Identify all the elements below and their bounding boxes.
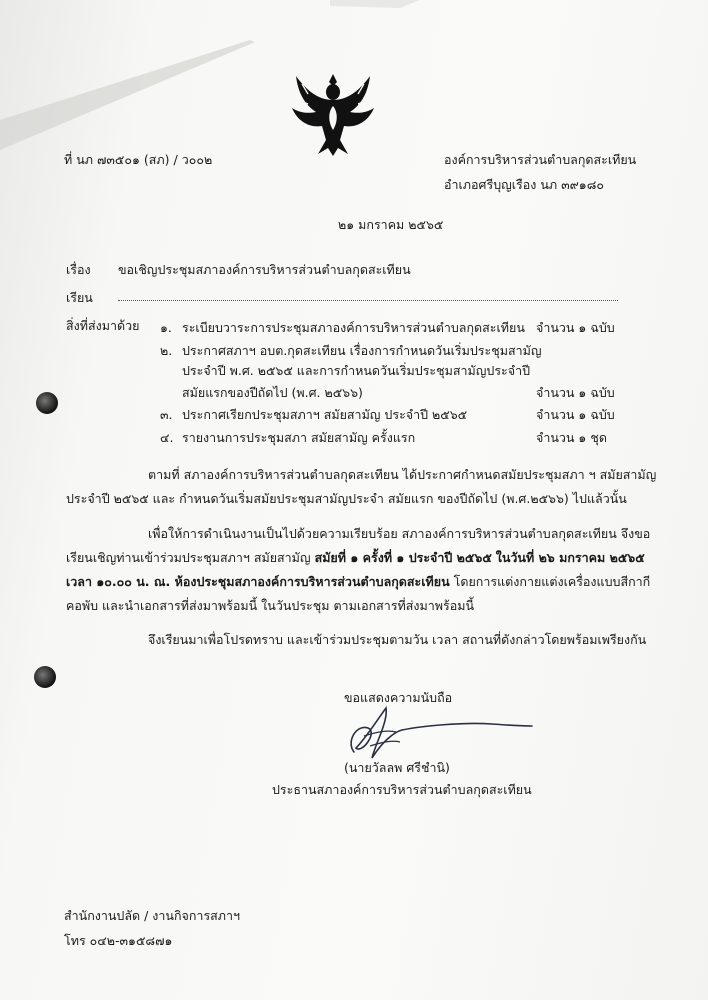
body-paragraph-1-line-2: ประจำปี ๒๕๖๕ และ กำหนดวันเริ่มสมัยประชุมสามัญประจำ สมัยแรก ของปีถัดไป (พ.ศ.๒๕๖๖) ไปแล้วนั้น bbox=[66, 491, 627, 506]
meeting-time-place: เวลา ๑๐.๐๐ น. ณ. ห้องประชุมสภาองค์การบริหารส่วนตำบลกุดสะเทียน bbox=[66, 574, 450, 589]
enclosure-text: สมัยแรกของปีถัดไป (พ.ศ. ๒๕๖๖) bbox=[182, 385, 363, 400]
enclosure-quantity: จำนวน ๑ ฉบับ bbox=[536, 407, 615, 422]
footer-phone: โทร ๐๔๒-๓๑๕๘๗๑ bbox=[64, 933, 173, 948]
body-paragraph-2-line-2 bbox=[66, 550, 645, 566]
enclosure-text: รายงานการประชุมสภา สมัยสามัญ ครั้งแรก bbox=[182, 430, 416, 445]
enclosure-text: ประจำปี พ.ศ. ๒๕๖๕ และการกำหนดวันเริ่มประชุมสามัญประจำปี bbox=[182, 363, 531, 378]
subject-label: เรื่อง bbox=[66, 262, 91, 277]
footer-office: สำนักงานปลัด / งานกิจการสภาฯ bbox=[64, 908, 241, 923]
organization-address: อำเภอศรีบุญเรือง นภ ๓๙๑๘๐ bbox=[444, 177, 605, 192]
salutation-dotted-line bbox=[118, 300, 618, 301]
signatory-name: (นายวัลลพ ศรีชำนิ) bbox=[344, 760, 450, 775]
enclosure-text: ประกาศเรียกประชุมสภาฯ สมัยสามัญ ประจำปี ๒๕๖๕ bbox=[182, 407, 468, 422]
handwritten-signature bbox=[342, 702, 542, 764]
body-paragraph-2-line-4: คอพับ และนำเอกสารที่ส่งมาพร้อมนี้ ในวันประชุม ตามเอกสารที่ส่งมาพร้อมนี้ bbox=[66, 598, 475, 613]
dress-code: โดยการแต่งกายแต่งเครื่องแบบสีกากี bbox=[453, 574, 651, 589]
enclosure-text: ประกาศสภาฯ อบต.กุดสะเทียน เรื่องการกำหนดวันเริ่มประชุมสามัญ bbox=[182, 343, 542, 358]
enclosures-label: สิ่งที่ส่งมาด้วย bbox=[66, 318, 140, 333]
body-paragraph-1-line-1: ตามที่ สภาองค์การบริหารส่วนตำบลกุดสะเทียน ได้ประกาศกำหนดสมัยประชุมสภา ฯ สมัยสามัญ bbox=[148, 467, 657, 482]
enclosure-quantity: จำนวน ๑ ชุด bbox=[536, 430, 607, 445]
enclosure-quantity: จำนวน ๑ ฉบับ bbox=[536, 320, 615, 335]
document-date: ๒๑ มกราคม ๒๕๖๕ bbox=[338, 217, 444, 232]
session-number: สมัยที่ ๑ ครั้งที่ ๑ ประจำปี ๒๕๖๕ bbox=[314, 550, 492, 565]
enclosure-number: ๒. bbox=[160, 343, 173, 358]
punch-hole bbox=[36, 392, 58, 414]
closing-regards: ขอแสดงความนับถือ bbox=[344, 690, 453, 705]
garuda-emblem-icon bbox=[288, 70, 378, 158]
meeting-date: ในวันที่ ๒๖ มกราคม ๒๕๖๕ bbox=[495, 550, 645, 565]
enclosure-quantity: จำนวน ๑ ฉบับ bbox=[536, 385, 615, 400]
salutation-label: เรียน bbox=[66, 290, 93, 305]
subject-text: ขอเชิญประชุมสภาองค์การบริหารส่วนตำบลกุดสะเทียน bbox=[118, 262, 411, 277]
signatory-position: ประธานสภาองค์การบริหารส่วนตำบลกุดสะเทียน bbox=[272, 782, 532, 797]
enclosure-number: ๔. bbox=[160, 430, 174, 445]
enclosure-number: ๓. bbox=[160, 407, 173, 422]
enclosure-number: ๑. bbox=[160, 320, 172, 335]
enclosure-text: ระเบียบวาระการประชุมสภาองค์การบริหารส่วนตำบลกุดสะเทียน bbox=[182, 320, 525, 335]
body-paragraph-3: จึงเรียนมาเพื่อโปรดทราบ และเข้าร่วมประชุมตามวัน เวลา สถานที่ดังกล่าวโดยพร้อมเพรียงกัน bbox=[148, 632, 647, 647]
punch-hole bbox=[34, 666, 56, 688]
reference-number: ที่ นภ ๗๓๕๐๑ (สภ) / ว๐๐๒ bbox=[64, 152, 213, 167]
body-paragraph-2-line-3 bbox=[66, 574, 650, 590]
body-paragraph-2-line-1: เพื่อให้การดำเนินงานเป็นไปด้วยความเรียบร้อย สภาองค์การบริหารส่วนตำบลกุดสะเทียน จึงขอ bbox=[148, 526, 651, 541]
organization-name: องค์การบริหารส่วนตำบลกุดสะเทียน bbox=[444, 152, 637, 167]
invitation-text: เรียนเชิญท่านเข้าร่วมประชุมสภาฯ สมัยสามัญ bbox=[66, 550, 311, 565]
